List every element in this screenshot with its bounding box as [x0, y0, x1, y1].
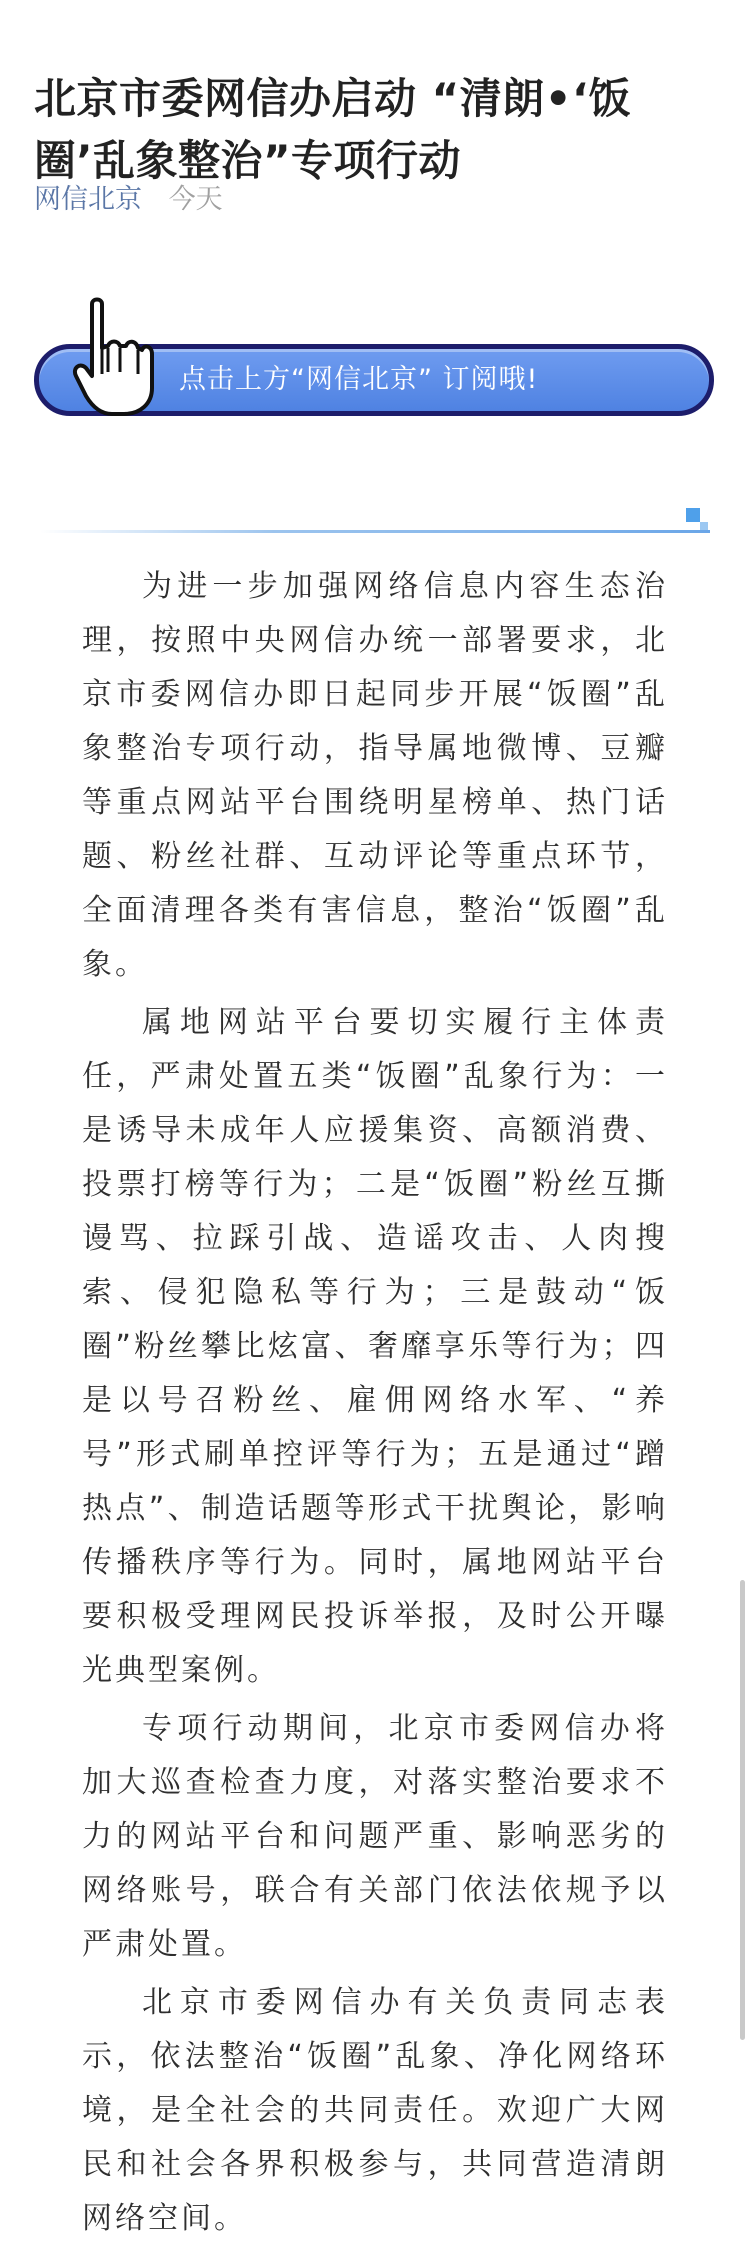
- paragraph-2: 属地网站平台要切实履行主体责任，严肃处置五类“饭圈”乱象行为：一是诱导未成年人应援集资、高额消费、投票打榜等行为；二是“饭圈”粉丝互撕谩骂、拉踩引战、造谣攻击、人肉搜索、侵犯隐私等行为；三是鼓动“饭圈”粉丝攀比炫富、奢靡享乐等行为；四是以号召粉丝、雇佣网络水军、“养号”形式刷单控评等行为；五是通过“蹭热点”、制造话题等形式干扰舆论，影响传播秩序等行为。同时，属地网站平台要积极受理网民投诉举报，及时公开曝光典型案例。: [82, 1005, 668, 1688]
- paragraph-1: 为进一步加强网络信息内容生态治理，按照中央网信办统一部署要求，北京市委网信办即日起同步开展“饭圈”乱象整治专项行动，指导属地微博、豆瓣等重点网站平台围绕明星榜单、热门话题、粉丝社群、互动评论等重点环节，全面清理各类有害信息，整治“饭圈”乱象。: [82, 569, 668, 982]
- article-title: 北京市委网信办启动 “清朗•‘饭圈’乱象整治”专项行动: [34, 74, 632, 186]
- article-body: [82, 560, 668, 2250]
- scrollbar[interactable]: [740, 1580, 745, 2040]
- subscribe-banner-text: 点击上方“网信北京” 订阅哦!: [179, 364, 539, 395]
- divider-accent-square: [686, 508, 700, 522]
- paragraph-3: 专项行动期间，北京市委网信办将加大巡查检查力度，对落实整治要求不力的网站平台和问题严重、影响恶劣的网络账号，联合有关部门依法依规予以严肃处置。: [82, 1711, 668, 1962]
- divider-accent-square-small: [700, 522, 708, 530]
- account-name-link[interactable]: 网信北京: [34, 184, 142, 215]
- article-meta: [34, 180, 223, 220]
- section-divider: [40, 530, 710, 533]
- publish-date: 今天: [168, 184, 223, 215]
- paragraph-4: 北京市委网信办有关负责同志表示，依法整治“饭圈”乱象、净化网络环境，是全社会的共同责任。欢迎广大网民和社会各界积极参与，共同营造清朗网络空间。: [82, 1985, 668, 2236]
- pointing-hand-icon: [72, 296, 158, 420]
